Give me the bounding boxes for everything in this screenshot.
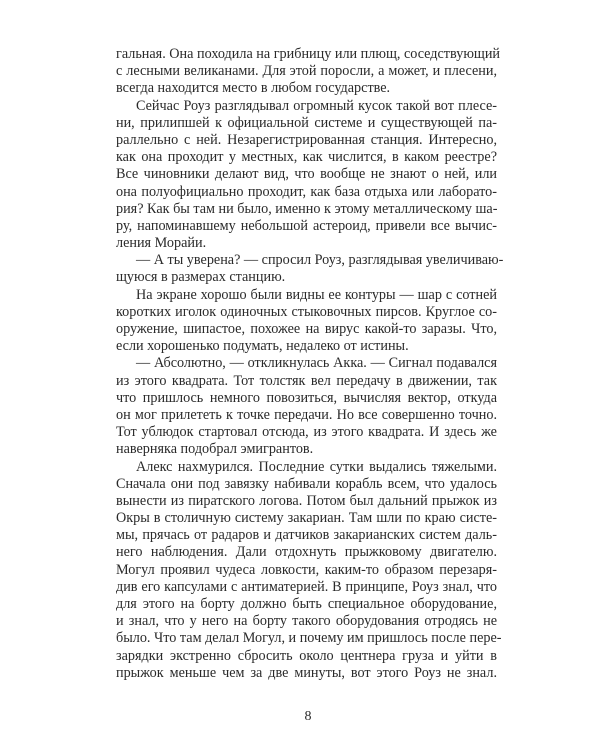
text-line: Могул проявил чудеса ловкости, каким-то образом перезаря- (116, 561, 497, 578)
text-line: Алекс нахмурился. Последние сутки выдались тяжелыми. (136, 458, 497, 475)
paragraph (116, 46, 501, 98)
paragraph (116, 252, 504, 286)
text-line: Тот ублюдок стартовал отсюда, из этого квадрата. И здесь же (116, 424, 497, 441)
text-line: щуюся в размерах станцию. (116, 269, 286, 286)
text-line: он мог прилететь к точке передачи. Но все совершенно точно. (116, 406, 497, 423)
text-line: него наблюдения. Дали отдохнуть прыжковому двигателю. (116, 544, 497, 561)
text-line: прыжок меньше чем за две минуты, вот этого Роуз не знал. (116, 664, 497, 681)
text-line: она полуофициально проходит, как база отдыха или лаборато- (116, 183, 497, 200)
text-line: оружение, шипастое, похожее на вирус какой-то заразы. Что, (116, 321, 497, 337)
text-line: ни, прилипшей к официальной системе и существующей па- (116, 114, 497, 131)
paragraph (116, 287, 497, 356)
text-line: На экране хорошо были видны ее контуры — шар с сотней (136, 286, 497, 303)
text-line: раллельно с ней. Незарегистрированная станция. Интересно, (116, 131, 497, 148)
paragraph (116, 98, 497, 253)
text-line: если хорошенько подумать, недалеко от истины. (116, 338, 409, 355)
text-line: гальная. Она походила на грибницу или плющ, соседствующий (116, 46, 501, 62)
text-line: рия? Как бы там ни было, именно к этому металлическому ша- (116, 200, 498, 217)
text-line: коротких иголок одиночных стыковочных пирсов. Круглое со- (116, 303, 497, 320)
text-line: див его капсулами с антиматерией. В принципе, Роуз знал, что (116, 578, 497, 595)
page-body (116, 46, 504, 682)
text-line: Сейчас Роуз разглядывал огромный кусок такой вот плесе- (136, 97, 497, 114)
text-line: из этого квадрата. Тот толстяк вел передачу в движении, так (116, 372, 497, 389)
text-line: было. Что там делал Могул, и почему им пришлось после пере- (116, 630, 502, 647)
text-line: Все чиновники делают вид, что вообще не знают о ней, или (116, 166, 497, 183)
text-line: Окры в столичную систему закариан. Там шли по краю систе- (116, 510, 497, 527)
paragraph (116, 458, 502, 682)
text-line: ления Морайи. (116, 235, 207, 252)
page-number: 8 (304, 709, 312, 724)
text-line: мы, прячась от радаров и датчиков закарианских систем даль- (116, 527, 497, 544)
text-line: что пришлось немного повозиться, вычисляя вектор, откуда (116, 389, 497, 406)
text-line: — Абсолютно, — откликнулась Акка. — Сигнал подавался (136, 355, 497, 372)
text-line: и знал, что у него на борту такого оборудования отродясь не (116, 613, 497, 630)
paragraph (116, 355, 497, 458)
text-line: с лесными великанами. Для этой поросли, а может, и плесени, (116, 63, 497, 80)
text-line: — А ты уверена? — спросил Роуз, разглядывая увеличиваю- (136, 252, 504, 269)
text-line: как она проходит у местных, как числится, в каком реестре? (116, 149, 497, 166)
text-line: для этого на борту должно быть специальное оборудование, (116, 596, 497, 612)
text-line: вынести из пиратского логова. Потом был дальний прыжок из (116, 492, 497, 509)
text-line: Сначала они под завязку набивали корабль всем, что удалось (116, 475, 497, 492)
text-line: всегда находится место в любом государстве. (116, 80, 391, 97)
text-line: наверняка подобрал эмигрантов. (116, 441, 314, 458)
text-line: зарядки экстренно сбросить около центнера груза и уйти в (116, 647, 497, 664)
text-line: ру, напоминавшему небольшой астероид, привели все вычис- (116, 217, 497, 234)
